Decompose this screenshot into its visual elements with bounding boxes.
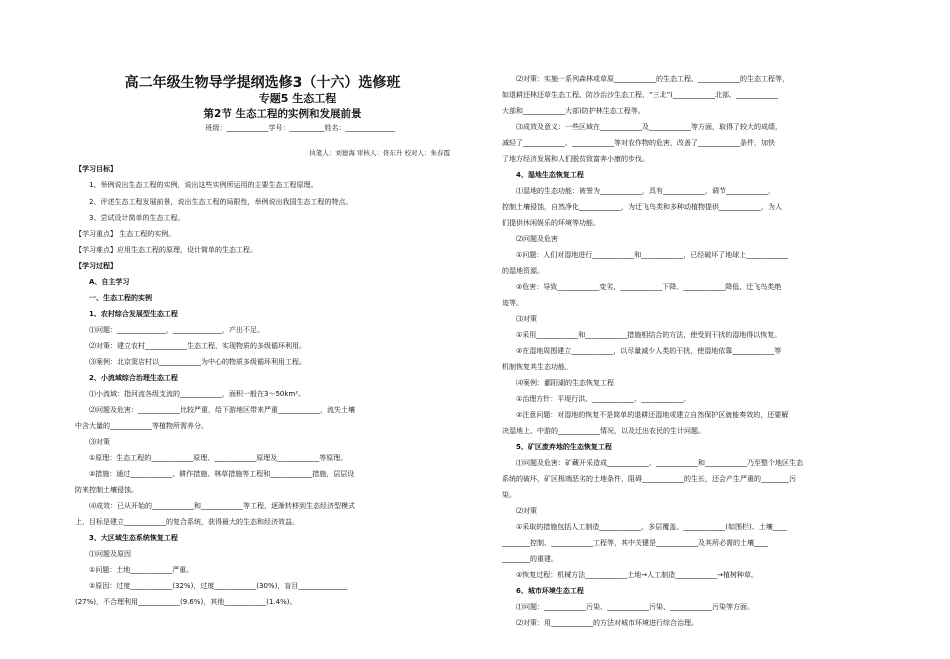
- item-6-heading: 6、城市环境生态工程: [516, 587, 584, 595]
- item-1-strategy: ⑵对策：建立农村____________生态工程，实现物质的多级循环利用。: [89, 342, 306, 350]
- goal-2: 2、评述生态工程发展前景，说出生态工程的局限性，举例说出我国生态工程的特点。: [89, 198, 353, 206]
- item-2-heading: 2、小流域综合治理生态工程: [89, 374, 178, 382]
- item-2-problem: ⑵问题及危害：____________比较严重，给下游地区带来严重____________，流失土壤: [89, 406, 355, 414]
- r-line-8: ⑴湿地的生态功能：被誉为____________，具有____________，调节____________，: [516, 187, 775, 195]
- item-2-measure: ②措施：通过____________、耕作措施、林草措施等工程和____________措施，层层设: [89, 470, 355, 478]
- r-line-32: ②恢复过程：机械方法____________土地→人工制造____________→植树种草。: [516, 571, 759, 579]
- item-1-heading: 1、农村综合发展型生态工程: [89, 310, 178, 318]
- item-2-principle: ①原理：生态工程的____________原理、____________原理及____________等原理。: [89, 454, 348, 462]
- difficulty: 【学习难点】应用生态工程的原理，设计简单的生态工程。: [75, 246, 257, 254]
- item-2-def: ⑴小流域：指河流各级支流的____________，面积一般在3～50km²。: [89, 390, 306, 398]
- r-line-31: ________的重建。: [502, 555, 558, 563]
- r-line-20: ⑷案例：鄱阳湖的生态恢复工程: [516, 379, 614, 387]
- r-line-35: ⑵对策：用____________的方法对城市环境进行综合治理。: [516, 619, 698, 627]
- process-heading: 【学习过程】: [75, 262, 117, 270]
- r-line-1: ⑵对策：实施一系列森林或草原____________的生态工程、____________的生态工程等，: [516, 75, 789, 83]
- item-4-heading: 4、湿地生态恢复工程: [516, 171, 584, 179]
- section-title: 第2节 生态工程的实例和发展前景: [203, 108, 362, 120]
- item-2-measure-cont: 防来控制土壤侵蚀。: [75, 486, 138, 494]
- r-line-13: 的湿地资源。: [502, 267, 544, 275]
- r-line-5: 减轻了____________、____________等对农作物的危害，改善了____________条件，加快: [502, 139, 775, 147]
- r-line-25: ⑴问题及危害：矿藏开采造成____________、____________和____________乃至整个地区生态: [516, 459, 803, 467]
- student-info: 班级：____________学号：__________姓名：______________: [205, 124, 395, 132]
- r-line-28: ⑵对策: [516, 507, 537, 515]
- r-line-10: 们提供休闲娱乐的环境等功能。: [502, 219, 600, 227]
- r-line-17: ①采用____________和____________措施相结合的方法，使受到干扰的湿地得以恢复。: [516, 331, 782, 339]
- r-line-14: ②危害：导致____________变劣、____________下降、____________降低、迁飞鸟类绝: [516, 283, 782, 291]
- r-line-19: 机制恢复其生态功能。: [502, 363, 572, 371]
- item-5-heading: 5、矿区废弃地的生态恢复工程: [516, 443, 612, 451]
- topic-title: 专题5 生态工程: [258, 92, 337, 105]
- r-line-34: ⑴问题：____________污染、____________污染、____________污染等方面。: [516, 603, 754, 611]
- r-line-21: ①治理方针：平堤行洪、____________、____________。: [516, 395, 691, 403]
- goal-1: 1、举例说出生态工程的实例，说出这些实例所运用的主要生态工程原理。: [89, 181, 318, 189]
- r-line-12: ①问题：人们对湿地进行____________和____________，已经破坏了地球上____________: [516, 251, 789, 259]
- r-line-16: ⑶对策: [516, 315, 537, 323]
- item-2-result: ⑷成效：已从开始的____________和____________等工程，逐渐转移到生态经济型模式: [89, 502, 355, 510]
- r-line-27: 染。: [502, 491, 516, 499]
- r-line-4: ⑶成效及意义：一些区域在____________及____________等方面，取得了较大的成绩，: [516, 123, 782, 131]
- self-study-heading: A、自主学习: [89, 278, 130, 286]
- r-line-23: 决湿地上、中游的____________情况，以及迁出农民的生计问题。: [502, 427, 705, 435]
- r-line-30: ________控制、____________工程等，其中关键是____________及其所必需的土壤____: [502, 539, 768, 547]
- goal-3: 3、尝试设计简单的生态工程。: [89, 214, 185, 222]
- item-2-strategy: ⑶对策: [89, 438, 110, 446]
- page-title: 高二年级生物导学提纲选修3（十六）选修班: [124, 75, 401, 91]
- r-line-18: ②在湿地周围建立____________，以尽量减少人类的干扰，使湿地依靠____________等: [516, 347, 782, 355]
- item-3-reason: ②原因：过度____________(32%)，过度____________(30%)，盲目______________: [89, 582, 348, 590]
- r-line-29: ①采取的措施包括人工制造____________、多层覆盖、____________(如围栏)、土壤____: [516, 523, 787, 531]
- part-1-heading: 一、生态工程的实例: [89, 294, 152, 302]
- item-3-heading: 3、大区域生态系统恢复工程: [89, 534, 178, 542]
- item-3-problem-heading: ⑴问题及原因: [89, 550, 131, 558]
- item-1-problem: ⑴问题：______________，______________，产出不足。: [89, 326, 264, 334]
- learning-goals-heading: 【学习目标】: [75, 165, 117, 173]
- editor-info: 执笔人：刘德海 审核人：佟东升 校对人：朱春霞: [309, 149, 450, 157]
- item-2-problem-cont: 中含大量的____________等植物所需养分。: [75, 422, 208, 430]
- item-3-problem: ①问题：土地____________严重。: [89, 566, 194, 574]
- r-line-9: 控制土壤侵蚀，自然净化____________，为迁飞鸟类和多种动植物提供____________，为人: [502, 203, 782, 211]
- r-line-26: 系统的破坏，矿区极端恶劣的土地条件，阻碍____________的生长，还会产生严重的________污: [502, 475, 796, 483]
- r-line-6: 了地方经济发展和人们脱贫致富奔小康的步伐。: [502, 155, 649, 163]
- item-3-reason-cont: (27%)，不合理利用____________(9.6%)，其他____________(1.4%)。: [75, 598, 297, 606]
- r-line-3: 大部和____________大部)防护林生态工程等。: [502, 107, 645, 115]
- r-line-11: ⑵问题及危害: [516, 235, 558, 243]
- r-line-2: 如退耕还林还草生态工程、防沙治沙生态工程、“三北”(____________北部、____________: [502, 91, 778, 99]
- item-2-result-cont: 上，目标是建立____________的复合系统，获得最大的生态和经济效益。: [75, 518, 299, 526]
- key-point: 【学习重点】 生态工程的实例。: [75, 230, 176, 238]
- r-line-22: ②注意问题：对湿地的恢复不是简单的退耕还湿地或建立自然保护区就能奏效的，还要解: [516, 411, 789, 419]
- item-1-case: ⑶案例：北京窦店村以____________为中心的物质多级循环利用工程。: [89, 358, 306, 366]
- r-line-15: 迹等。: [502, 299, 523, 307]
